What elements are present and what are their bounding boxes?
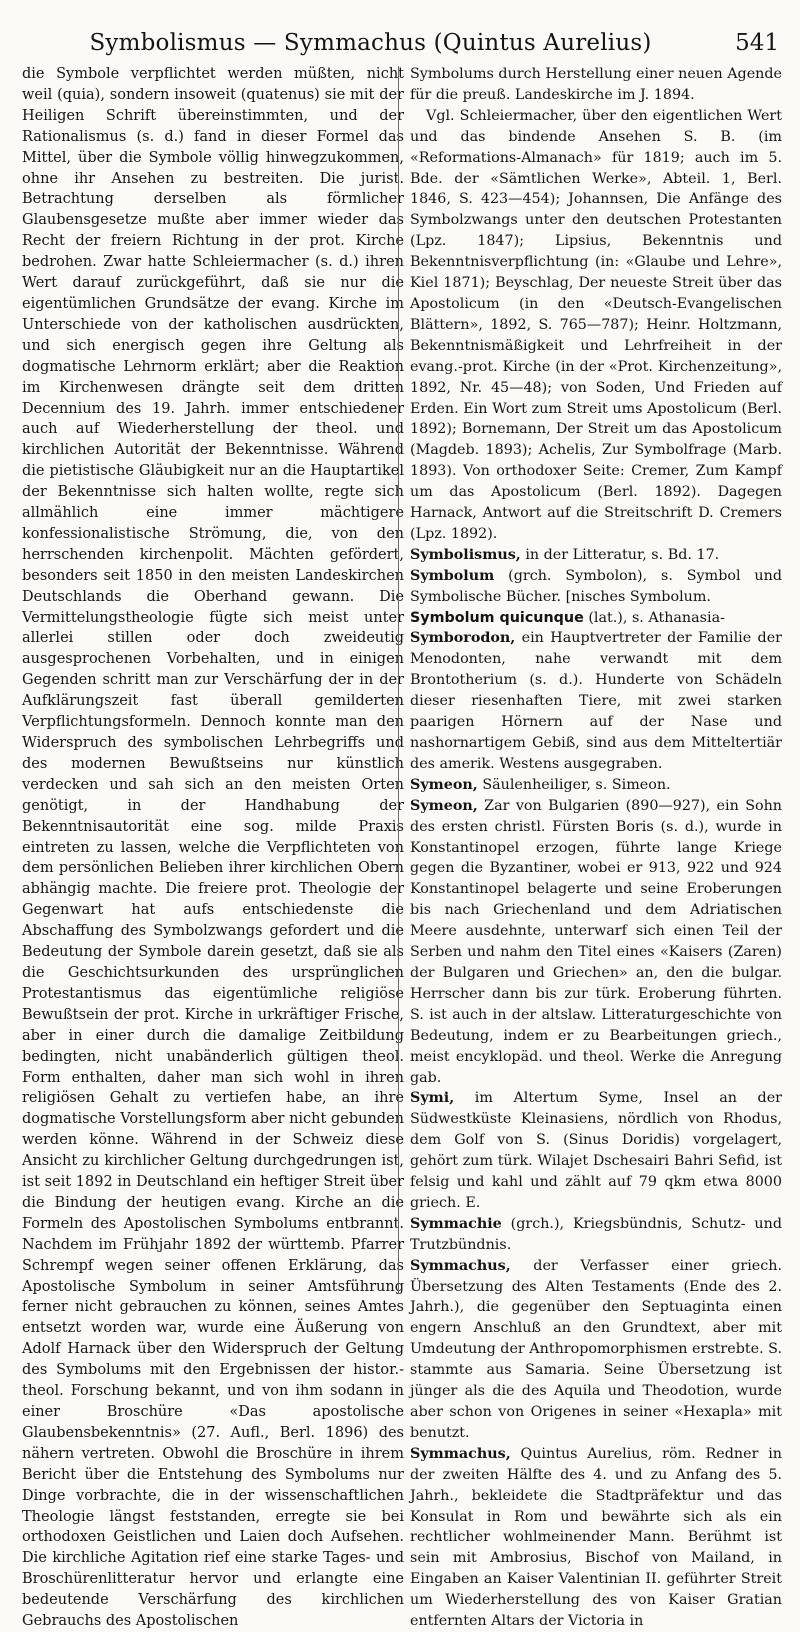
entry-headword: Symmachus, (410, 1445, 511, 1462)
entry-headword: Symmachus, (410, 1257, 511, 1274)
entry-text: Vgl. Schleiermacher, über den eigentlichen Wert und das bindende Ansehen S. B. (im «Reformations-Almanach» für 1819; auch im 5. Bde. der «Sämtlichen Werke», Abteil. 1, Berl. 1846, S. 423—454); Johannsen, Die Anfänge des Symbolzwangs unter den deutschen Protestanten (Lpz. 1847); Lipsius, Bekenntnis und Bekenntnisverpflichtung (in: «Glaube und Lehre», Kiel 1871); Beyschlag, Der neueste Streit über das Apostolicum (in den «Deutsch-Evangelischen Blättern», 1892, S. 765—787); Heinr. Holtzmann, Bekenntnismäßigkeit und Lehrfreiheit in der evang.-prot. Kirche (in der «Prot. Kirchenzeitung», 1892, Nr. 45—48); von Soden, Und Frieden auf Erden. Ein Wort zum Streit ums Apostolicum (Berl. 1892); Bornemann, Der Streit um das Apostolicum (Magdeb. 1893); Achelis, Zur Symbolfrage (Marb. 1893). Von orthodoxer Seite: Cremer, Zum Kampf um das Apostolicum (Berl. 1892). Dagegen Harnack, Antwort auf die Streitschrift D. Cremers (Lpz. 1892). (410, 107, 782, 542)
entry-text: Quintus Aurelius, röm. Redner in der zweiten Hälfte des 4. und zu Anfang des 5. Jahrh., bekleidete die Stadtpräfektur und das Konsulat in Rom und bewährte sich als ein rechtlicher wohlmeinender Mann. Berühmt ist sein mit Ambrosius, Bischof von Mailand, in Eingaben an Kaiser Valentinian II. geführter Streit um Wiederherstellung des von Kaiser Gratian entfernten Altars der Victoria in (410, 1445, 782, 1630)
page-header (22, 30, 779, 64)
entry-headword: Symbolum quicunque (410, 609, 584, 626)
entry-symborodon (410, 628, 782, 774)
entry-headword: Symborodon, (410, 630, 516, 647)
left-column (22, 64, 404, 1630)
entry-symmachie (410, 1214, 782, 1256)
running-title: Symbolismus — Symmachus (Quintus Aurelius) (89, 30, 652, 56)
right-column (410, 64, 783, 1630)
column-divider (398, 66, 399, 1294)
entry-text: (grch.), Kriegsbündnis, Schutz- und Trutzbündnis. (410, 1215, 782, 1253)
entry-text: (grch. Symbolon), s. Symbol und Symbolische Bücher. [nisches Symbolum. (410, 567, 782, 605)
entry-headword: Symbolismus, (410, 546, 521, 563)
entry-symbolismus (410, 545, 782, 566)
left-column-text: die Symbole verpflichtet werden müßten, nicht weil (quia), sondern insoweit (quatenus) sie mit der Heiligen Schrift übereinstimmten, und der Rationalismus (s. d.) fand in dieser Formel das Mittel, über die Symbole völlig hinwegzukommen, ohne ihr Ansehen zu bestreiten. Die jurist. Betrachtung derselben als förmlicher Glaubensgesetze mußte aber immer wieder das Recht der freiern Richtung in der prot. Kirche bedrohen. Zwar hatte Schleiermacher (s. d.) ihren Wert darauf zurückgeführt, daß sie nur die eigentümlichen Grundsätze der evang. Kirche im Unterschiede von der katholischen ausdrückten, und sich energisch gegen ihre Geltung als dogmatische Lehrnorm erklärt; aber die Reaktion im Kirchenwesen drängte seit dem dritten Decennium des 19. Jahrh. immer entschiedener auch auf Wiederherstellung der theol. und kirchlichen Autorität der Bekenntnisse. Während die pietistische Gläubigkeit nur an die Hauptartikel der Bekenntnisse sich halten wollte, regte sich allmählich eine immer mächtigere konfessionalistische Strömung, die, von den herrschenden kirchenpolit. Mächten gefördert, besonders seit 1850 in den meisten Landeskirchen Deutschlands die Oberhand gewann. Die Vermittelungstheologie fügte sich meist unter allerlei stillen oder doch zweideutig ausgesprochenen Vorbehalten, und in einigen Gegenden schritt man zur Verschärfung der in der Aufklärungszeit fast überall gemilderten Verpflichtungsformeln. Dennoch konnte man den Widerspruch des symbolischen Lehrbegriffs und des modernen Bewußtseins nur künstlich verdecken und sah sich an den meisten Orten genötigt, in der Handhabung der Bekenntnisautorität eine sog. milde Praxis eintreten zu lassen, welche die Verpflichteten von dem persönlichen Belieben ihrer kirchlichen Obern abhängig machte. Die freiere prot. Theologie der Gegenwart hat aufs entschiedenste die Abschaffung des Symbolzwangs gefordert und die Bedeutung der Symbole darein gesetzt, daß sie als die Geschichtsurkunden des ursprünglichen Protestantismus das eigentümliche religiöse Bewußtsein der prot. Kirche in urkräftiger Frische, aber in einer durch die damalige Zeitbildung bedingten, nicht unabänderlich gültigen theol. Form enthalten, daher man sich wohl in ihren religiösen Gehalt zu vertiefen habe, an ihre dogmatische Vorstellungsform aber nicht gebunden werden könne. Während in der Schweiz diese Ansicht zu kirchlicher Geltung durchgedrungen ist, ist seit 1892 in Deutschland ein heftiger Streit über die Bindung der heutigen evang. Kirche an die Formeln des Apostolischen Symbolums entbrannt. Nachdem im Frühjahr 1892 der württemb. Pfarrer Schrempf wegen seiner offenen Erklärung, das Apostolische Symbolum in seiner Amtsführung ferner nicht gebrauchen zu können, seines Amtes entsetzt worden war, wurde eine Äußerung von Adolf Harnack über den Widerspruch der Geltung des Symbolums mit den Ergebnissen der histor.-theol. Forschung bekannt, und von ihm sodann in einer Broschüre «Das apostolische Glaubensbekenntnis» (27. Aufl., Berl. 1896) des nähern vertreten. Obwohl die Broschüre in ihrem Bericht über die Entstehung des Symbolums nur Dinge vorbrachte, die in der wissenschaftlichen Theologie längst feststanden, erregte sie bei orthodoxen Geistlichen und Laien doch Aufsehen. Die kirchliche Agitation rief eine starke Tages- und Broschürenlitteratur hervor und erlangte eine bedeutende Verschärfung des kirchlichen Gebrauchs des Apostolischen (22, 66, 404, 1630)
page-number: 541 (735, 30, 779, 56)
entry-headword: Symi, (410, 1090, 455, 1107)
entry-symmachus-translator (410, 1256, 782, 1444)
entry-text: im Altertum Syme, Insel an der Südwestküste Kleinasiens, nördlich von Rhodus, dem Golf von S. (Sinus Doridis) vorgelagert, gehört zum türk. Wilajet Dschesairi Bahri Sefid, ist felsig und kahl und zählt auf 79 qkm etwa 8000 griech. E. (410, 1090, 783, 1211)
entry-symbolum (410, 566, 782, 608)
entry-text: ein Hauptvertreter der Familie der Menodonten, nahe verwandt mit dem Brontotherium (s. d.). Hunderte von Schädeln dieser riesenhaften Tiere, mit zwei starken paarigen Hörnern auf der Nase und nashornartigem Gebiß, sind aus dem Mitteltertiär des amerik. Westens ausgegraben. (410, 630, 782, 772)
entry-text: der Verfasser einer griech. Übersetzung des Alten Testaments (Ende des 2. Jahrh.), die gegenüber den Septuaginta einen engern Anschluß an den Grundtext, aber mit Umdeutung der Anthropomorphismen erstrebte. S. stammte aus Samaria. Seine Übersetzung ist jünger als die des Aquila und Theodotion, wurde aber schon von Origenes in seiner «Hexapla» mit benutzt. (410, 1257, 782, 1441)
entry-headword: Symeon, (410, 776, 478, 793)
entry-headword: Symmachie (410, 1215, 502, 1232)
entry-headword: Symeon, (410, 797, 478, 814)
entry-continuation (410, 64, 782, 106)
entry-text: Säulenheiliger, s. Simeon. (482, 776, 671, 793)
entry-symmachus-orator (410, 1444, 782, 1632)
entry-symeon-saint (410, 775, 782, 796)
entry-symbolum-quicunque (410, 608, 782, 629)
entry-text: Zar von Bulgarien (890—927), ein Sohn des ersten christl. Fürsten Boris (s. d.), wurde in Konstantinopel erzogen, führte lange Kriege gegen die Byzantiner, wobei er 913, 922 und 924 Konstantinopel belagerte und seine Eroberungen bis nach Griechenland und dem Adriatischen Meere ausdehnte, unterwarf sich einen Teil der Serben und nahm den Titel eines «Kaisers (Zaren) der Bulgaren und Griechen» an, den die bulgar. Herrscher dann bis zur türk. Eroberung führten. S. ist auch in der altslaw. Litteraturgeschichte von Bedeutung, indem er zu Bearbeitungen griech., meist encyklopäd. und theol. Werke die Anregung gab. (410, 797, 783, 1086)
entry-headword: Symbolum (410, 567, 495, 584)
entry-text: in der Litteratur, s. Bd. 17. (525, 546, 720, 563)
entry-symeon-zar (410, 796, 782, 1089)
entry-text: Symbolums durch Herstellung einer neuen Agende für die preuß. Landeskirche im J. 1894. (410, 66, 782, 103)
entry-text: (lat.), s. Athanasia- (588, 609, 725, 626)
entry-symi (410, 1088, 782, 1213)
entry-bibliography (410, 106, 782, 545)
